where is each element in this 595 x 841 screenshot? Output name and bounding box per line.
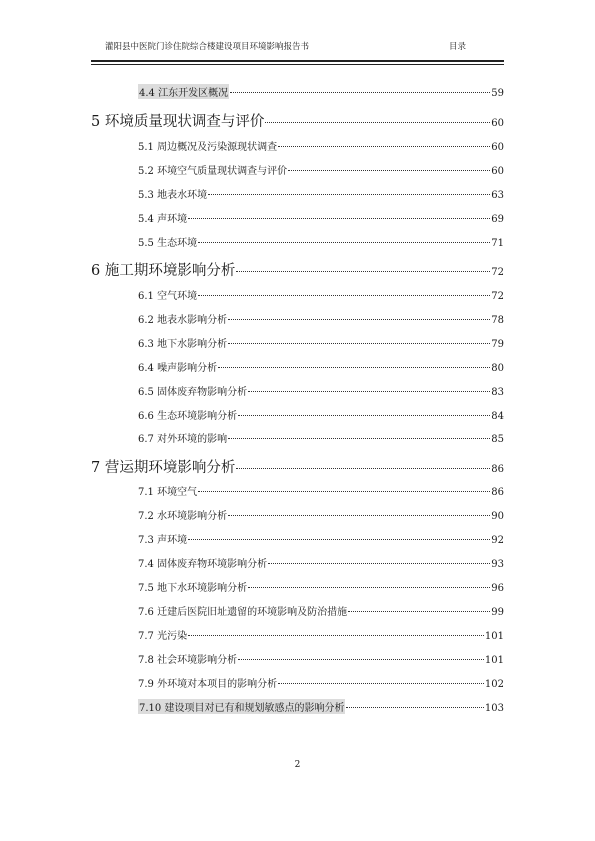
toc-entry-page-number: 93 [491,559,504,570]
toc-entry-page-number: 71 [491,238,504,249]
toc-entry-label: 7.8 社会环境影响分析 [138,655,238,666]
toc-entry-page-number: 59 [491,88,504,99]
toc-chapter-entry[interactable] [91,456,504,477]
toc-section-entry[interactable] [138,507,504,522]
toc-entry-page-number: 80 [491,363,504,374]
toc-entry-page-number: 69 [491,214,504,225]
toc-section-entry[interactable] [138,210,504,225]
toc-entry-page-number: 101 [484,631,504,642]
toc-entry-label: 6.5 固体废弃物影响分析 [138,387,248,398]
toc-entry-label: 4.4 江东开发区概况 [138,84,229,99]
toc-section-entry[interactable] [138,603,504,618]
dot-leader [238,415,490,416]
toc-entry-page-number: 96 [491,583,504,594]
toc-entry-label: 6.1 空气环境 [138,291,198,302]
toc-section-entry[interactable] [138,651,504,666]
dot-leader [346,707,483,708]
toc-entry-page-number: 86 [491,487,504,498]
toc-entry-label: 5.2 环境空气质量现状调查与评价 [138,166,288,177]
toc-entry-label: 6.2 地表水影响分析 [138,315,228,326]
toc-entry-label: 5.4 声环境 [138,214,188,225]
toc-entry-label: 7.5 地下水环境影响分析 [138,583,248,594]
toc-section-entry[interactable] [138,383,504,398]
page-header [91,40,504,54]
page-number: 2 [294,760,301,770]
dot-leader [248,587,490,588]
dot-leader [236,468,490,469]
toc-section-entry[interactable] [138,311,504,326]
toc-entry-label: 6.4 噪声影响分析 [138,363,218,374]
dot-leader [248,391,490,392]
toc-entry-label: 7.2 水环境影响分析 [138,511,228,522]
dot-leader [198,295,490,296]
dot-leader [228,319,490,320]
toc-entry-label: 7.6 迁建后医院旧址遗留的环境影响及防治措施 [138,607,348,618]
toc-entry-label: 6.3 地下水影响分析 [138,339,228,350]
dot-leader [265,122,490,123]
toc-entry-page-number: 63 [491,190,504,201]
toc-section-entry[interactable] [138,407,504,422]
toc-entry-page-number: 99 [491,607,504,618]
dot-leader [238,659,484,660]
toc-section-entry[interactable] [138,675,504,690]
toc-section-entry[interactable] [138,186,504,201]
toc-entry-label: 6.6 生态环境影响分析 [138,411,238,422]
toc-entry-label: 5.1 周边概况及污染源现状调查 [138,142,278,153]
dot-leader [268,563,490,564]
dot-leader [278,146,490,147]
toc-entry-page-number: 83 [491,387,504,398]
toc-section-entry[interactable] [138,359,504,374]
dot-leader [348,611,490,612]
header-rule-thin [91,64,504,65]
toc-entry-page-number: 103 [484,703,504,714]
toc-entry-page-number: 79 [491,339,504,350]
toc-entry-label: 5.5 生态环境 [138,238,198,249]
toc-entry-page-number: 85 [491,434,504,445]
dot-leader [188,218,490,219]
toc-entry-label: 6.7 对外环境的影响 [138,434,228,445]
section-name: 目录 [448,42,466,52]
toc-chapter-entry[interactable] [91,259,504,280]
toc-entry-label: 6 施工期环境影响分析 [91,263,236,279]
toc-section-entry[interactable] [138,162,504,177]
toc-entry-page-number: 90 [491,511,504,522]
toc-section-entry[interactable] [138,138,504,153]
header-rule [91,60,504,62]
dot-leader [278,683,484,684]
dot-leader [230,92,490,93]
dot-leader [236,271,490,272]
toc-entry-page-number: 86 [491,464,504,475]
toc-section-entry[interactable] [138,699,504,714]
toc-entry-label: 7 营运期环境影响分析 [91,460,236,476]
toc-entry-label: 7.4 固体废弃物环境影响分析 [138,559,268,570]
toc-section-entry[interactable] [138,84,504,99]
toc-section-entry[interactable] [138,335,504,350]
toc-entry-label: 7.9 外环境对本项目的影响分析 [138,679,278,690]
dot-leader [288,170,490,171]
toc-entry-page-number: 78 [491,315,504,326]
toc-section-entry[interactable] [138,430,504,445]
dot-leader [188,635,484,636]
toc-entry-label: 5.3 地表水环境 [138,190,208,201]
toc-entry-page-number: 60 [491,166,504,177]
dot-leader [228,438,490,439]
toc-entry-label: 7.10 建设项目对已有和规划敏感点的影响分析 [138,699,345,714]
toc-entry-page-number: 72 [491,291,504,302]
toc-entry-page-number: 72 [491,267,504,278]
dot-leader [188,539,490,540]
toc-entry-label: 7.3 声环境 [138,535,188,546]
toc-entry-label: 5 环境质量现状调查与评价 [91,114,265,130]
toc-entry-page-number: 101 [484,655,504,666]
toc-section-entry[interactable] [138,555,504,570]
toc-entry-label: 7.7 光污染 [138,631,188,642]
dot-leader [198,491,490,492]
toc-entry-label: 7.1 环境空气 [138,487,198,498]
toc-section-entry[interactable] [138,627,504,642]
toc-chapter-entry[interactable] [91,110,504,131]
dot-leader [228,343,490,344]
dot-leader [198,242,490,243]
toc-section-entry[interactable] [138,234,504,249]
toc-section-entry[interactable] [138,483,504,498]
toc-section-entry[interactable] [138,287,504,302]
toc-entry-page-number: 102 [484,679,504,690]
dot-leader [218,367,490,368]
toc-entry-page-number: 92 [491,535,504,546]
toc-entry-page-number: 60 [491,118,504,129]
document-title: 灌阳县中医院门诊住院综合楼建设项目环境影响报告书 [105,42,310,52]
toc-section-entry[interactable] [138,531,504,546]
toc-section-entry[interactable] [138,579,504,594]
toc-entry-page-number: 84 [491,411,504,422]
dot-leader [208,194,490,195]
toc-entry-page-number: 60 [491,142,504,153]
dot-leader [228,515,490,516]
